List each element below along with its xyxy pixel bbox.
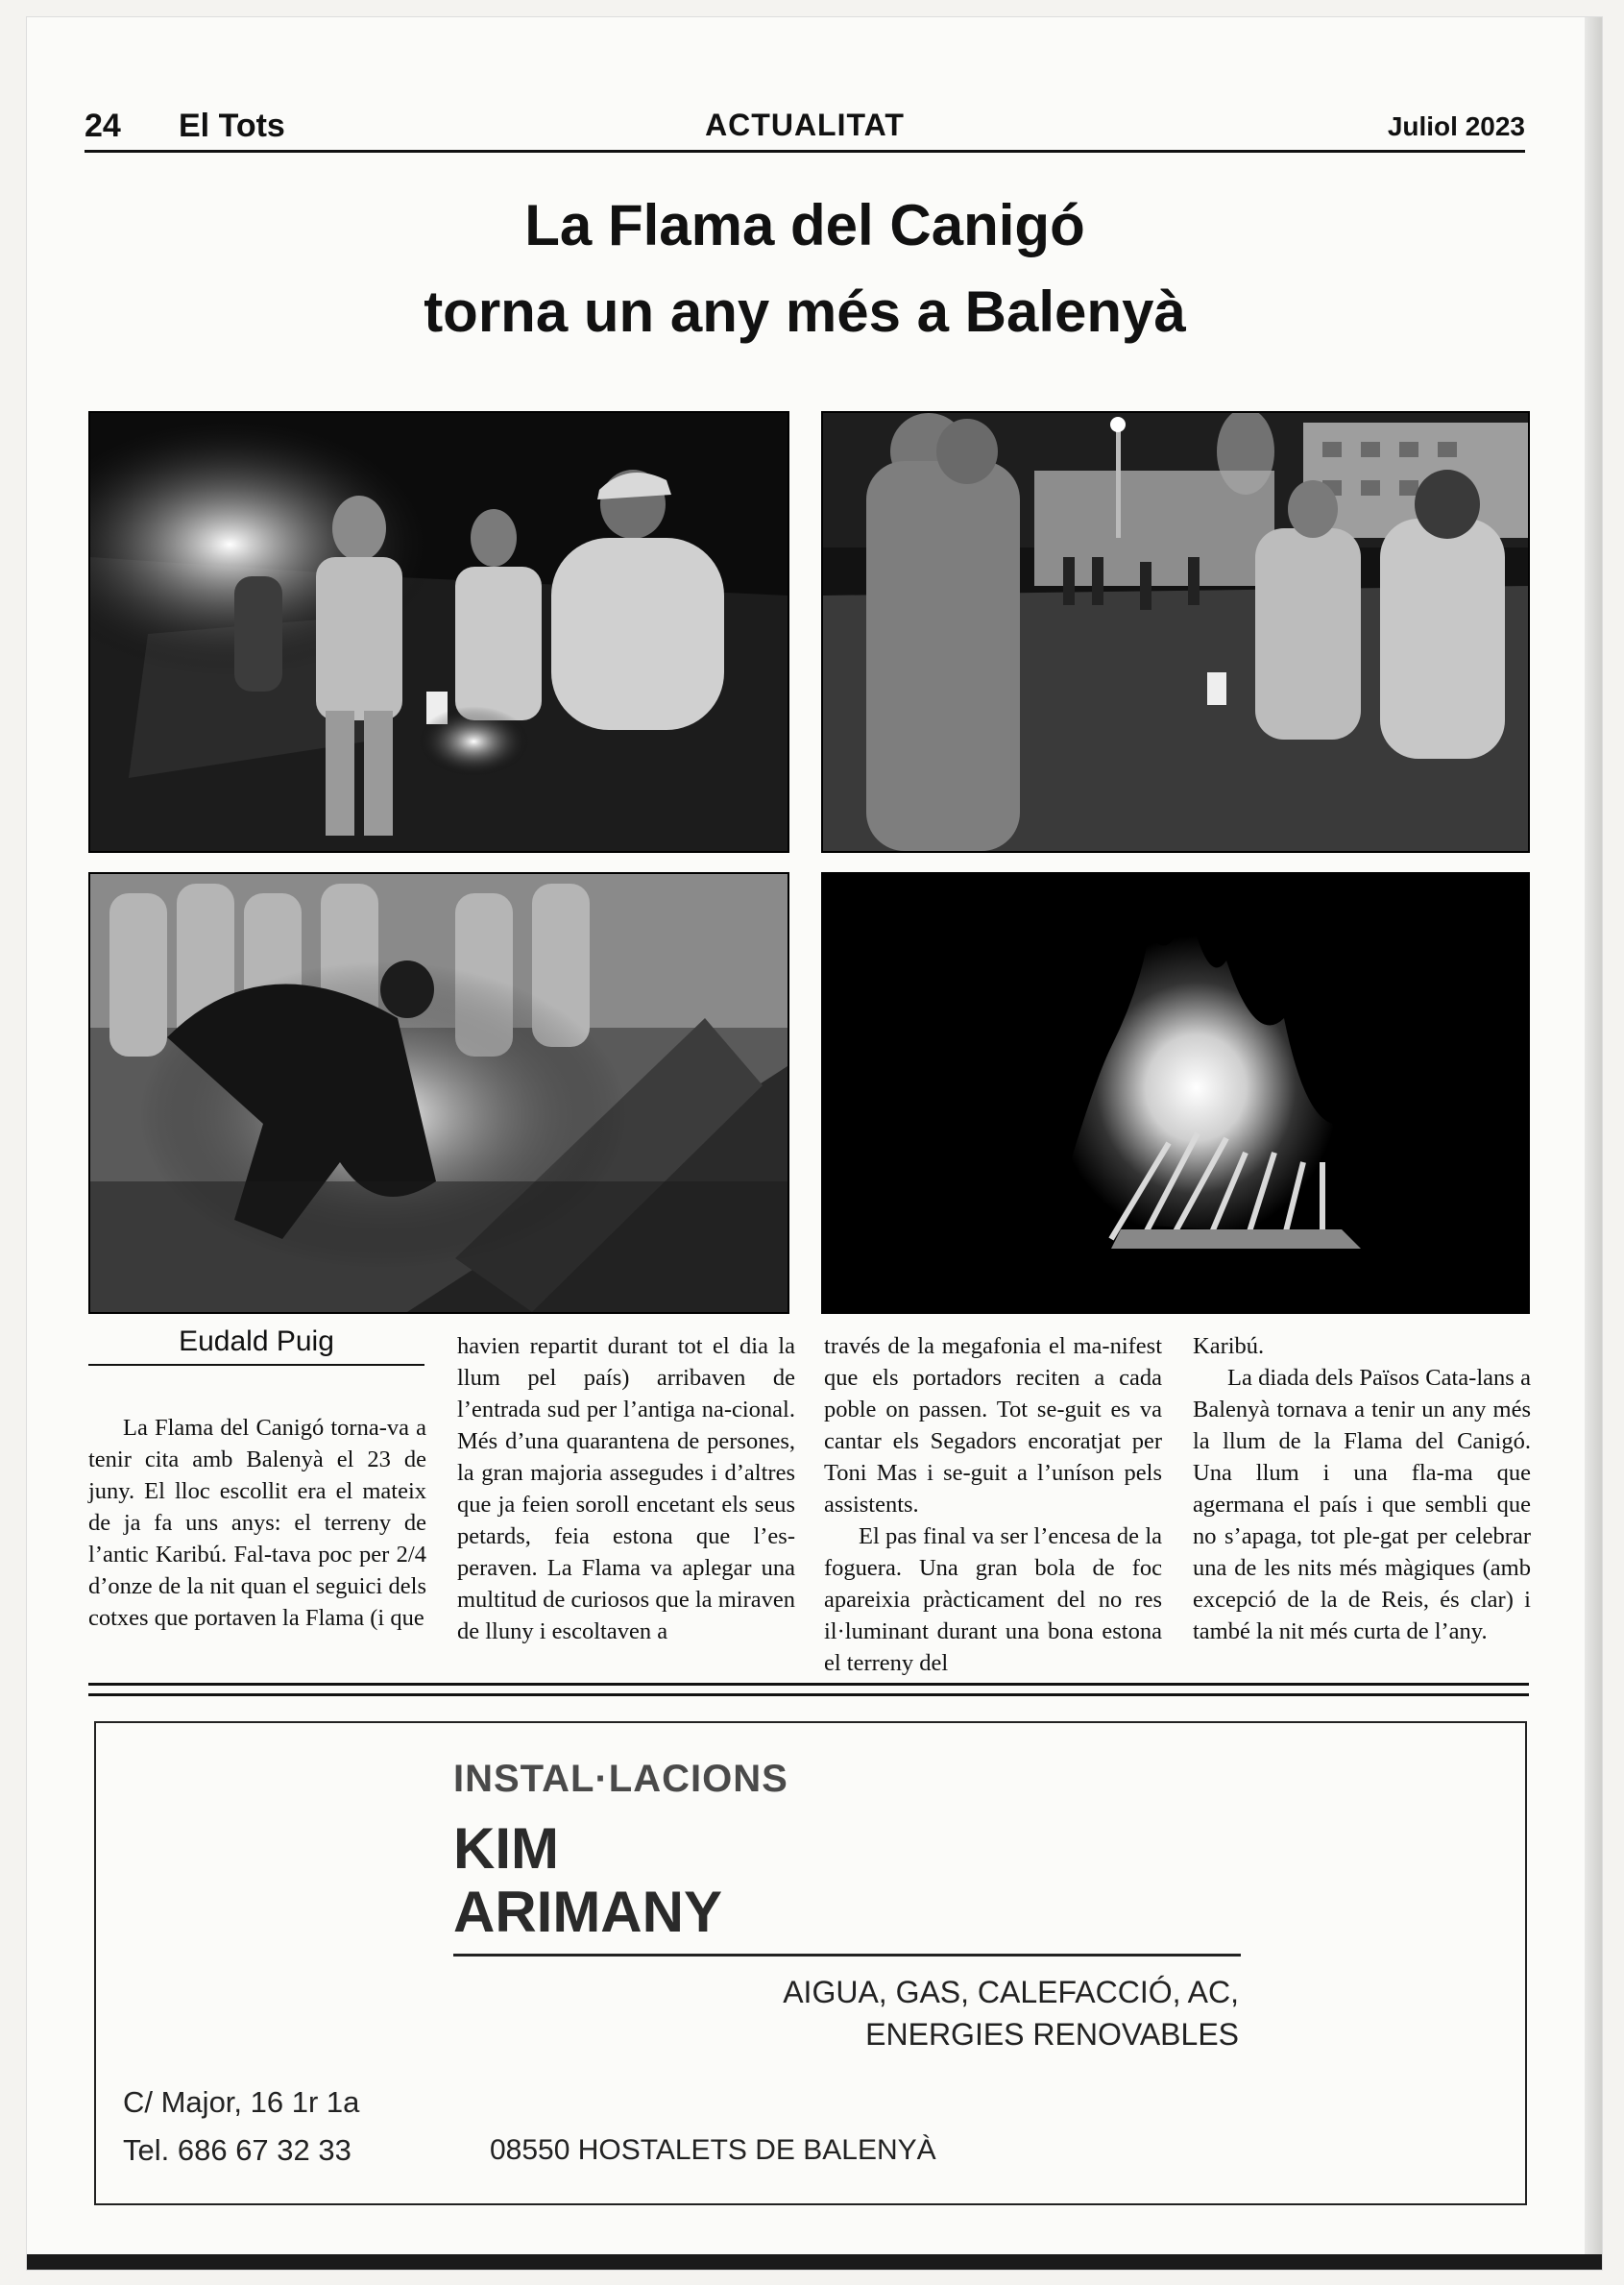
ad-contact xyxy=(123,2078,359,2175)
ad-company-name xyxy=(453,1817,722,1944)
article-paragraph: La diada dels Països Cata-lans a Balenyà tornava a tenir un any més la llum de la Flama del Canigó. Una llum i una fla-ma que agermana el país i que sembli que no s’apaga, tot ple-gat per celebrar una de les nits més màgiques (amb excepció de la de Reis, és clar) i també la nit més curta de l’any. xyxy=(1193,1365,1531,1644)
section-name: ACTUALITAT xyxy=(705,108,905,142)
ad-address: C/ Major, 16 1r 1a xyxy=(123,2085,360,2119)
ad-rule xyxy=(453,1954,1241,1957)
photo-bonfire-night xyxy=(821,872,1530,1314)
advertisement-box xyxy=(94,1721,1527,2205)
ad-services-line2: ENERGIES RENOVABLES xyxy=(865,2017,1239,2052)
article-title-line2: torna un any més a Balenyà xyxy=(424,280,1186,344)
article-paragraph: havien repartit durant tot el dia la llum pel país) arribaven de l’entrada sud per l’antiga na-cional. Més d’una quarantena de persones, la gran majoria assegudes i d’altres que ja feien soroll encetant els seus petards, feia estona que l’es-peraven. La Flama va aplegar una multitud de curiosos que la miraven de lluny i escoltaven a xyxy=(457,1333,795,1644)
page-header xyxy=(85,104,1525,153)
page-spine xyxy=(1585,17,1602,2270)
article-column-3 xyxy=(824,1330,1162,1679)
ad-services-line1: AIGUA, GAS, CALEFACCIÓ, AC, xyxy=(783,1975,1239,2009)
page-number: 24 xyxy=(85,108,121,144)
section-divider xyxy=(88,1683,1529,1696)
article-paragraph: Karibú. xyxy=(1193,1333,1265,1359)
ad-tagline: INSTAL·LACIONS xyxy=(453,1758,788,1800)
article-paragraph: través de la megafonia el ma-nifest que els portadors reciten a cada poble on passen. Tot se-guit es va cantar els Segadors encoratjat per Toni Mas i se-guit a l’uníson pels assistents. xyxy=(824,1333,1162,1518)
article-column-4 xyxy=(1193,1330,1531,1647)
ad-city: 08550 HOSTALETS DE BALENYÀ xyxy=(490,2134,936,2166)
article-byline: Eudald Puig xyxy=(88,1325,424,1366)
article-column-2 xyxy=(457,1330,795,1647)
article-title xyxy=(85,182,1525,355)
ad-company-name-line2: ARIMANY xyxy=(453,1880,722,1944)
photo-lighting-bonfire xyxy=(88,872,789,1314)
ad-company-name-line1: KIM xyxy=(453,1816,559,1881)
article-column-1 xyxy=(88,1412,426,1634)
page-bottom-edge xyxy=(27,2254,1602,2270)
article-paragraph: El pas final va ser l’encesa de la foguera. Una gran bola de foc apareixia pràcticament del no res il·luminant durant una bona estona el terreny del xyxy=(824,1523,1162,1676)
ad-phone: Tel. 686 67 32 33 xyxy=(123,2133,351,2167)
photo-crowd-in-park xyxy=(821,411,1530,853)
article-title-line1: La Flama del Canigó xyxy=(524,193,1085,257)
publication-name: El Tots xyxy=(179,108,285,144)
article-paragraph: La Flama del Canigó torna-va a tenir cita amb Balenyà el 23 de juny. El lloc escollit era el mateix de ja fa uns anys: el terreny de l’antic Karibú. Fal-tava poc per 2/4 d’onze de la nit quan el seguici dels cotxes que portaven la Flama (i que xyxy=(88,1415,426,1631)
photo-group-with-lantern xyxy=(88,411,789,853)
issue-date: Juliol 2023 xyxy=(1387,111,1525,141)
ad-services xyxy=(453,1971,1239,2055)
